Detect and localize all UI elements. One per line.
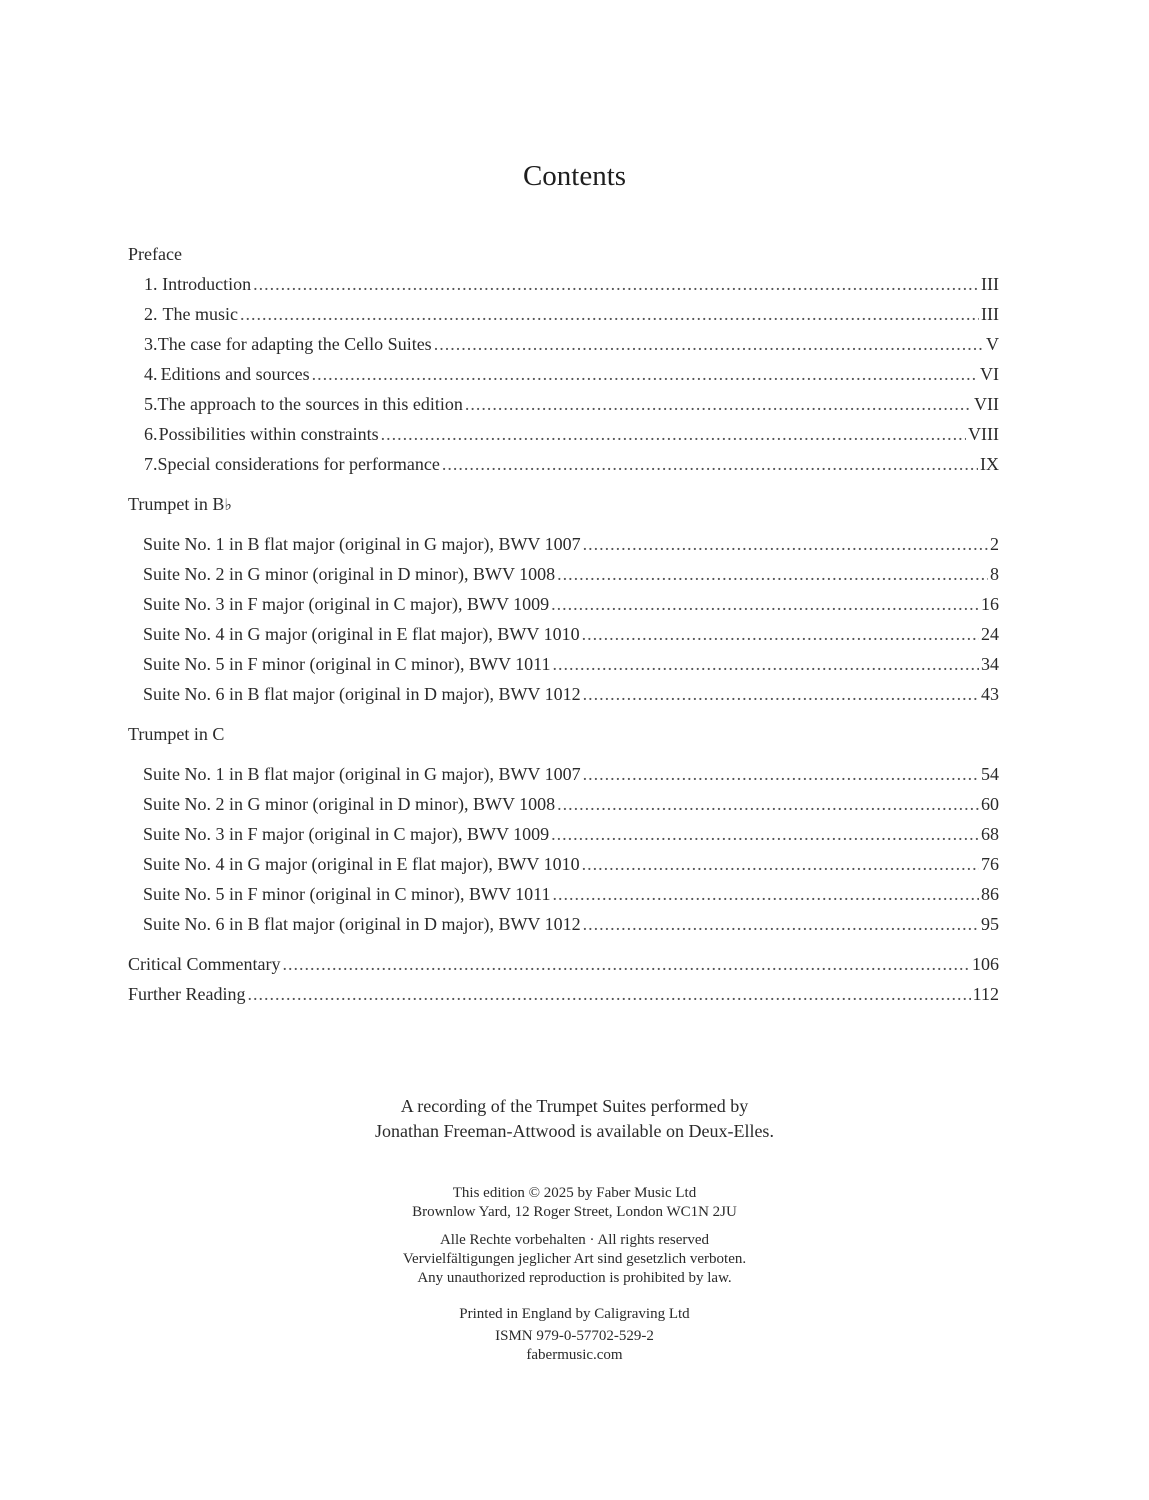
imprint (0, 1184, 1149, 1377)
dot-leader (583, 679, 979, 709)
entry-page: 86 (981, 884, 999, 904)
toc-entry[interactable] (128, 679, 999, 709)
printed-line: Printed in England by Caligraving Ltd (459, 1306, 690, 1322)
dot-leader (582, 619, 979, 649)
table-of-contents (128, 239, 999, 1009)
entry-label: Suite No. 2 in G minor (original in D minor), BWV 1008 (143, 564, 556, 584)
section-heading-trumpet-c: Trumpet in C (128, 724, 225, 744)
entry-label: Critical Commentary (128, 954, 281, 974)
toc-entry[interactable] (128, 819, 999, 849)
toc-entry[interactable] (128, 759, 999, 789)
entry-number: 2. (144, 304, 158, 324)
toc-entry[interactable] (128, 269, 999, 299)
entry-number: 6. (144, 424, 158, 444)
dot-leader (553, 879, 980, 909)
entry-number: 1. (144, 274, 158, 294)
copyright-line: This edition © 2025 by Faber Music Ltd (452, 1185, 697, 1201)
heading-text: Trumpet in B (128, 494, 225, 514)
toc-entry[interactable] (128, 909, 999, 939)
toc-entry[interactable] (128, 389, 999, 419)
entry-page: VI (980, 364, 999, 384)
toc-entry[interactable] (128, 449, 999, 479)
rights-german-line: Vervielfältigungen jeglicher Art sind gesetzlich verboten. (402, 1251, 747, 1267)
entry-page: 43 (981, 684, 999, 704)
entry-label: Suite No. 6 in B flat major (original in D major), BWV 1012 (143, 914, 581, 934)
toc-entry[interactable] (128, 649, 999, 679)
dot-leader (551, 819, 979, 849)
entry-page: V (986, 334, 999, 354)
dot-leader (465, 389, 972, 419)
entry-number: 7. (144, 454, 158, 474)
imprint-printer (0, 1305, 1149, 1365)
entry-label: Suite No. 6 in B flat major (original in D major), BWV 1012 (143, 684, 581, 704)
dot-leader (583, 529, 988, 559)
entry-label: The music (162, 304, 238, 324)
rights-english-line: Any unauthorized reproduction is prohibited by law. (417, 1270, 732, 1286)
entry-label: Suite No. 1 in B flat major (original in G major), BWV 1007 (143, 534, 581, 554)
entry-page: 16 (981, 594, 999, 614)
entry-label: Suite No. 4 in G major (original in E flat major), BWV 1010 (143, 624, 580, 644)
dot-leader (282, 949, 970, 979)
entry-page: 76 (981, 854, 999, 874)
entry-label: Suite No. 4 in G major (original in E flat major), BWV 1010 (143, 854, 580, 874)
toc-entry[interactable] (128, 529, 999, 559)
entry-page: 112 (972, 984, 999, 1004)
entry-label: The approach to the sources in this edition (157, 394, 463, 414)
rights-line: Alle Rechte vorbehalten · All rights reserved (439, 1232, 710, 1248)
entry-page: IX (980, 454, 999, 474)
entry-page: 2 (990, 534, 999, 554)
entry-label: Introduction (162, 274, 252, 294)
notice-line: Jonathan Freeman-Attwood is available on Deux-Elles. (375, 1121, 774, 1141)
entry-label: Suite No. 2 in G minor (original in D minor), BWV 1008 (143, 794, 556, 814)
dot-leader (553, 649, 980, 679)
recording-notice (0, 1094, 1149, 1144)
toc-entry-critical-commentary[interactable] (128, 949, 999, 979)
entry-label: Suite No. 3 in F major (original in C major), BWV 1009 (143, 594, 550, 614)
entry-page: III (981, 274, 999, 294)
dot-leader (253, 269, 979, 299)
toc-entry[interactable] (128, 299, 999, 329)
toc-entry[interactable] (128, 619, 999, 649)
entry-page: 54 (981, 764, 999, 784)
toc-entry-further-reading[interactable] (128, 979, 999, 1009)
entry-page: 8 (990, 564, 999, 584)
entry-label: Special considerations for performance (157, 454, 440, 474)
notice-line: A recording of the Trumpet Suites performed by (400, 1096, 749, 1116)
entry-number: 3. (144, 334, 158, 354)
dot-leader (381, 419, 966, 449)
entry-page: VII (974, 394, 999, 414)
dot-leader (240, 299, 979, 329)
entry-page: 95 (981, 914, 999, 934)
toc-entry[interactable] (128, 359, 999, 389)
toc-entry[interactable] (128, 789, 999, 819)
entry-label: Suite No. 1 in B flat major (original in G major), BWV 1007 (143, 764, 581, 784)
dot-leader (312, 359, 978, 389)
entry-page: VIII (968, 424, 999, 444)
toc-entry[interactable] (128, 589, 999, 619)
entry-label: Possibilities within constraints (158, 424, 379, 444)
address-line: Brownlow Yard, 12 Roger Street, London WC1N 2JU (412, 1204, 737, 1220)
entry-page: 34 (981, 654, 999, 674)
flat-symbol: ♭ (224, 495, 232, 514)
entry-number: 5. (144, 394, 158, 414)
entry-page: III (981, 304, 999, 324)
toc-entry[interactable] (128, 419, 999, 449)
page-title: Contents (522, 160, 627, 192)
dot-leader (247, 979, 970, 1009)
toc-entry[interactable] (128, 559, 999, 589)
dot-leader (557, 789, 979, 819)
toc-entry[interactable] (128, 849, 999, 879)
imprint-rights (0, 1231, 1149, 1288)
toc-entry[interactable] (128, 879, 999, 909)
entry-label: Suite No. 3 in F major (original in C major), BWV 1009 (143, 824, 550, 844)
dot-leader (442, 449, 978, 479)
entry-number: 4. (144, 364, 158, 384)
dot-leader (582, 849, 979, 879)
entry-label: The case for adapting the Cello Suites (157, 334, 432, 354)
imprint-publisher (0, 1184, 1149, 1222)
toc-entry[interactable] (128, 329, 999, 359)
dot-leader (434, 329, 984, 359)
section-heading-trumpet-bflat (128, 489, 999, 519)
entry-page: 24 (981, 624, 999, 644)
dot-leader (583, 909, 979, 939)
website-link[interactable]: fabermusic.com (526, 1347, 623, 1363)
dot-leader (583, 759, 979, 789)
entry-label: Suite No. 5 in F minor (original in C minor), BWV 1011 (143, 884, 551, 904)
ismn-line: ISMN 979-0-57702-529-2 (495, 1328, 654, 1344)
dot-leader (557, 559, 988, 589)
section-heading-preface: Preface (128, 244, 182, 264)
entry-page: 68 (981, 824, 999, 844)
entry-page: 106 (972, 954, 999, 974)
dot-leader (551, 589, 979, 619)
entry-label: Further Reading (128, 984, 246, 1004)
entry-label: Editions and sources (160, 364, 310, 384)
entry-label: Suite No. 5 in F minor (original in C minor), BWV 1011 (143, 654, 551, 674)
entry-page: 60 (981, 794, 999, 814)
